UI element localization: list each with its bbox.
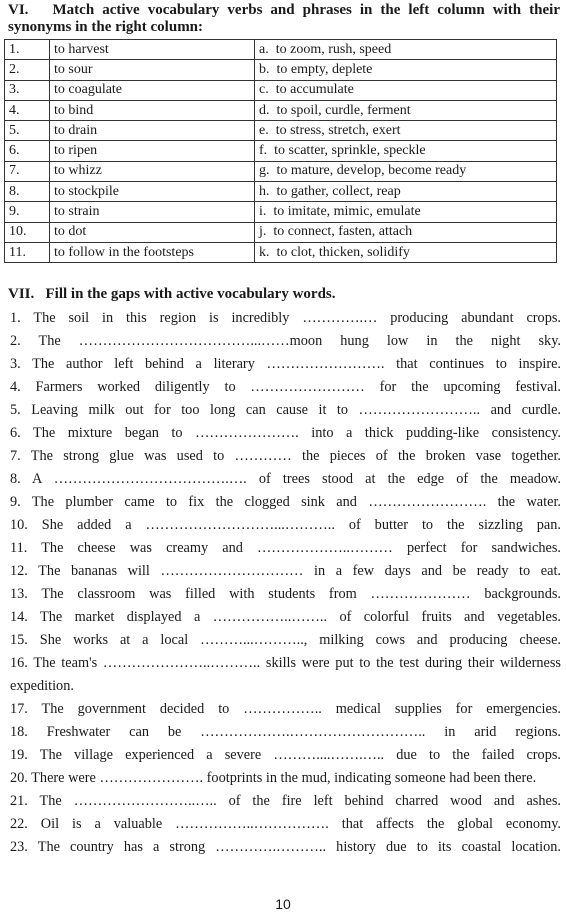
list-item: 5. Leaving milk out for too long can cause it to …………………….. and curdle. bbox=[10, 402, 561, 418]
table-row bbox=[5, 100, 557, 120]
row-term: to harvest bbox=[50, 40, 255, 60]
list-item: 16. The team's …………………..……….. skills were put to the test during their wilderness expedition. bbox=[10, 655, 561, 694]
row-number: 10. bbox=[5, 222, 50, 242]
table-row bbox=[5, 202, 557, 222]
row-synonym: i. to imitate, mimic, emulate bbox=[255, 202, 557, 222]
matching-table bbox=[4, 39, 557, 263]
table-row bbox=[5, 40, 557, 60]
list-item: 10. She added a ………………………...……….. of butter to the sizzling pan. bbox=[10, 517, 561, 533]
list-item: 22. Oil is a valuable ……………..……………. that affects the global economy. bbox=[10, 816, 561, 832]
row-number: 3. bbox=[5, 80, 50, 100]
table-row bbox=[5, 242, 557, 262]
table-row bbox=[5, 182, 557, 202]
row-synonym: d. to spoil, curdle, ferment bbox=[255, 100, 557, 120]
row-synonym: g. to mature, develop, become ready bbox=[255, 161, 557, 181]
row-synonym: e. to stress, stretch, exert bbox=[255, 121, 557, 141]
row-synonym: a. to zoom, rush, speed bbox=[255, 40, 557, 60]
row-synonym: b. to empty, deplete bbox=[255, 60, 557, 80]
row-number: 1. bbox=[5, 40, 50, 60]
row-number: 2. bbox=[5, 60, 50, 80]
table-row bbox=[5, 222, 557, 242]
row-number: 11. bbox=[5, 242, 50, 262]
row-term: to follow in the footsteps bbox=[50, 242, 255, 262]
table-row bbox=[5, 80, 557, 100]
list-item: 14. The market displayed a ……………..…….. of colorful fruits and vegetables. bbox=[10, 609, 561, 625]
row-term: to dot bbox=[50, 222, 255, 242]
list-item: 1. The soil in this region is incredibly ………….… producing abundant crops. bbox=[10, 310, 561, 326]
list-item: 17. The government decided to …………….. medical supplies for emergencies. bbox=[10, 701, 561, 717]
row-term: to ripen bbox=[50, 141, 255, 161]
list-item: 20. There were …………………. footprints in the mud, indicating someone had been there. bbox=[10, 770, 537, 786]
row-term: to drain bbox=[50, 121, 255, 141]
row-synonym: f. to scatter, sprinkle, speckle bbox=[255, 141, 557, 161]
fill-in-list bbox=[10, 307, 561, 859]
row-number: 7. bbox=[5, 161, 50, 181]
list-item: 2. The ………………………………...……moon hung low in the night sky. bbox=[10, 333, 561, 349]
row-synonym: h. to gather, collect, reap bbox=[255, 182, 557, 202]
row-synonym: k. to clot, thicken, solidify bbox=[255, 242, 557, 262]
list-item: 11. The cheese was creamy and ………………..……… perfect for sandwiches. bbox=[10, 540, 561, 556]
row-term: to bind bbox=[50, 100, 255, 120]
list-item: 19. The village experienced a severe ………....…….….. due to the failed crops. bbox=[10, 747, 561, 763]
row-number: 5. bbox=[5, 121, 50, 141]
row-number: 6. bbox=[5, 141, 50, 161]
list-item: 3. The author left behind a literary ……………………. that continues to inspire. bbox=[10, 356, 561, 372]
list-item: 6. The mixture began to …………………. into a thick pudding-like consistency. bbox=[10, 425, 561, 441]
row-number: 9. bbox=[5, 202, 50, 222]
list-item: 18. Freshwater can be ……………….……………………….. in arid regions. bbox=[10, 724, 561, 740]
list-item: 8. A ……………………………….…. of trees stood at the edge of the meadow. bbox=[10, 471, 561, 487]
row-synonym: c. to accumulate bbox=[255, 80, 557, 100]
row-term: to stockpile bbox=[50, 182, 255, 202]
matching-table-body bbox=[5, 40, 557, 263]
table-row bbox=[5, 121, 557, 141]
table-row bbox=[5, 141, 557, 161]
list-item: 21. The ……………………..….. of the fire left behind charred wood and ashes. bbox=[10, 793, 561, 809]
list-item: 23. The country has a strong ………….……….. history due to its coastal location. bbox=[10, 839, 561, 855]
list-item: 12. The bananas will ………………………… in a few days and be ready to eat. bbox=[10, 563, 561, 579]
page-number: 10 bbox=[275, 896, 291, 912]
list-item: 13. The classroom was filled with students from ………………… backgrounds. bbox=[10, 586, 561, 602]
row-number: 4. bbox=[5, 100, 50, 120]
row-term: to strain bbox=[50, 202, 255, 222]
list-item: 4. Farmers worked diligently to …………………… for the upcoming festival. bbox=[10, 379, 561, 395]
table-row bbox=[5, 161, 557, 181]
table-row bbox=[5, 60, 557, 80]
row-number: 8. bbox=[5, 182, 50, 202]
list-item: 9. The plumber came to fix the clogged sink and ……………………. the water. bbox=[10, 494, 561, 510]
list-item: 15. She works at a local ………...……….., milking cows and producing cheese. bbox=[10, 632, 561, 648]
list-item: 7. The strong glue was used to ………… the pieces of the broken vase together. bbox=[10, 448, 561, 464]
row-term: to sour bbox=[50, 60, 255, 80]
section-6-title: VI. Match active vocabulary verbs and phrases in the left column with their synonyms in the right column: bbox=[8, 2, 560, 35]
row-synonym: j. to connect, fasten, attach bbox=[255, 222, 557, 242]
section-7-title: VII. Fill in the gaps with active vocabulary words. bbox=[8, 286, 336, 302]
row-term: to coagulate bbox=[50, 80, 255, 100]
row-term: to whizz bbox=[50, 161, 255, 181]
